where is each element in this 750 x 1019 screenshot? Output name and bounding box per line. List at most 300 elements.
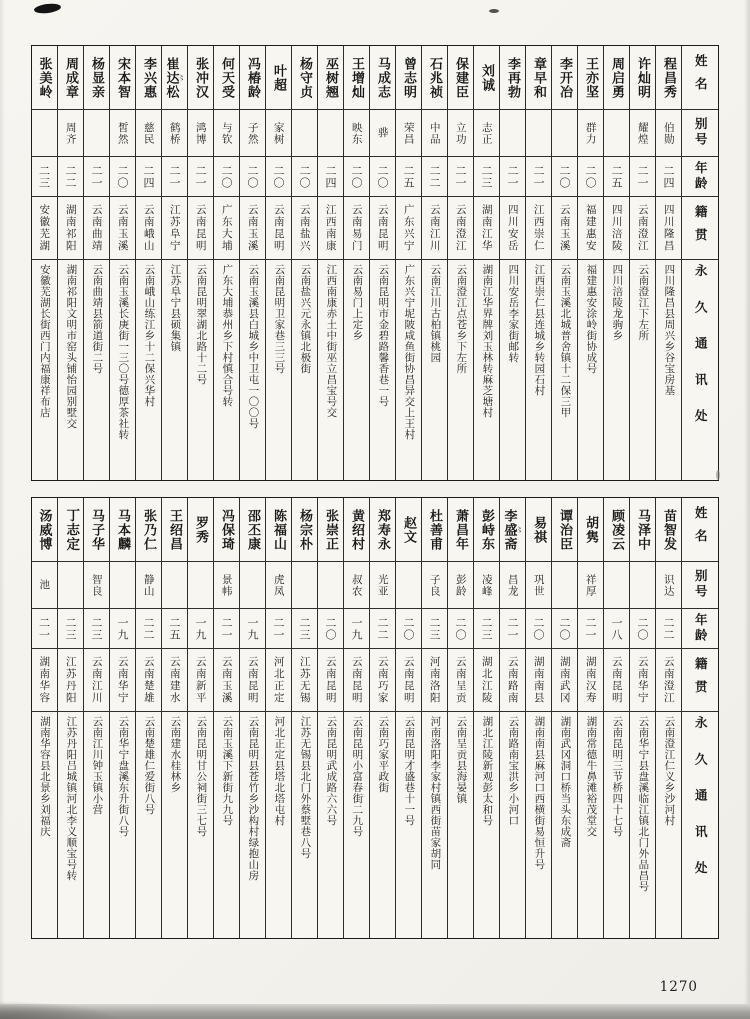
name-cell-text: 李盛斋	[501, 508, 517, 551]
age-cell-text: 二〇	[324, 616, 337, 641]
address-cell-text: 云南昆明市金碧路馨香巷一号	[377, 264, 390, 407]
address-cell	[344, 712, 369, 938]
address-cell	[162, 260, 187, 480]
native-place-cell-text: 云南澄江	[636, 204, 649, 252]
native-place-cell	[552, 197, 577, 260]
native-place-cell-text: 湖南南县	[532, 656, 545, 704]
age-cell-text: 二三	[480, 164, 493, 189]
address-cell-text: 云南昆明三节桥四十七号	[611, 716, 624, 837]
name-note-mark: 〻	[515, 526, 524, 533]
name-cell-text: 陈福山	[271, 508, 286, 551]
age-cell	[188, 157, 213, 197]
person-column	[421, 498, 447, 938]
age-cell	[58, 157, 83, 197]
address-cell-text: 云南昆明才盛巷十一号	[403, 716, 416, 826]
address-cell	[448, 712, 473, 938]
alias-cell	[396, 110, 421, 157]
person-column	[343, 46, 369, 480]
scan-edge-smudge	[0, 1001, 120, 1019]
address-cell-text: 安徽芜湖长街西门内福康祥布店	[38, 264, 51, 418]
age-cell-text: 二四	[142, 164, 155, 189]
native-place-cell-text: 云南呈贡	[454, 656, 467, 704]
address-cell-text: 云南昆明甘公祠街三七号	[195, 716, 208, 837]
age-cell	[526, 609, 551, 649]
header-alias-cell	[682, 110, 718, 157]
address-cell-text: 湖南南县麻河口西横街易恒升号	[533, 716, 546, 870]
alias-cell-text: 巩世	[532, 573, 545, 597]
age-cell	[526, 157, 551, 197]
native-place-cell	[84, 649, 109, 712]
person-column	[109, 498, 135, 938]
native-place-cell-text: 云南昆明	[350, 656, 363, 704]
alias-cell-text: 鸿博	[194, 121, 207, 145]
native-place-cell	[266, 649, 291, 712]
age-cell	[370, 609, 395, 649]
age-cell	[448, 609, 473, 649]
header-address-label: 永久通讯处	[693, 264, 709, 446]
address-cell-text: 云南路南宝洪乡小河口	[507, 716, 520, 826]
alias-cell	[292, 110, 317, 157]
name-cell	[552, 46, 577, 110]
address-cell-text: 云南江川钟玉镇小营	[91, 716, 104, 815]
name-cell	[604, 46, 629, 110]
age-cell-text: 二一	[90, 164, 103, 189]
native-place-cell	[578, 197, 603, 260]
alias-cell	[84, 110, 109, 157]
name-cell-text: 冯保琦	[219, 508, 234, 551]
native-place-cell	[448, 197, 473, 260]
name-cell-text: 马子华	[89, 508, 104, 551]
age-cell-text: 二〇	[116, 164, 129, 189]
native-place-cell	[630, 197, 655, 260]
age-cell	[136, 609, 161, 649]
alias-cell	[318, 110, 343, 157]
native-place-cell-text: 云南澄江	[662, 656, 675, 704]
alias-cell-text: 虎凤	[272, 573, 285, 597]
age-cell-text: 二〇	[220, 164, 233, 189]
age-cell	[58, 609, 83, 649]
person-column	[525, 46, 551, 480]
age-cell-text: 二五	[168, 616, 181, 641]
age-cell-text: 一八	[610, 616, 623, 641]
name-cell-text: 罗秀	[193, 515, 208, 544]
native-place-cell-text: 云南盐兴	[298, 204, 311, 252]
native-place-cell	[370, 197, 395, 260]
person-column	[135, 498, 161, 938]
person-column	[239, 498, 265, 938]
name-cell-text: 程昌秀	[661, 56, 676, 99]
name-cell	[370, 498, 395, 562]
name-cell-text: 冯椿龄	[245, 56, 260, 99]
address-cell	[162, 712, 187, 938]
alias-cell-text: 景帏	[220, 573, 233, 597]
person-column	[161, 498, 187, 938]
scan-artifact-speck	[716, 470, 720, 480]
native-place-cell-text: 湖南武冈	[558, 656, 571, 704]
native-place-cell	[422, 197, 447, 260]
name-cell	[344, 498, 369, 562]
address-cell-text: 广东大埔恭州乡下村慎合号转	[221, 264, 234, 407]
alias-cell-text: 慈民	[142, 121, 155, 145]
header-column	[681, 498, 718, 938]
header-address-label: 永久通讯处	[693, 716, 709, 898]
header-native-label: 籍贯	[693, 656, 709, 704]
alias-cell	[188, 110, 213, 157]
address-cell-text: 云南澄江点苍乡下左所	[455, 264, 468, 374]
name-cell-text: 李兴惠	[141, 56, 156, 99]
address-cell	[214, 712, 239, 938]
name-cell	[266, 498, 291, 562]
name-cell	[500, 46, 525, 110]
address-cell	[630, 712, 655, 938]
name-cell	[136, 498, 161, 562]
age-cell-text: 二〇	[246, 164, 259, 189]
person-column	[109, 46, 135, 480]
address-cell	[422, 260, 447, 480]
native-place-cell-text: 湖南华容	[38, 656, 51, 704]
alias-cell-text: 光亚	[376, 573, 389, 597]
age-cell	[552, 157, 577, 197]
age-cell-text: 二一	[532, 164, 545, 189]
age-cell	[292, 609, 317, 649]
alias-cell	[266, 562, 291, 609]
header-name-label: 姓名	[693, 54, 709, 101]
scan-edge-left	[0, 0, 5, 1019]
person-column	[629, 46, 655, 480]
address-cell-text: 湖南华容县北景乡刘福庆	[38, 716, 51, 837]
address-cell-text: 河南洛阳李家村镇西街苗家胡同	[429, 716, 442, 870]
name-cell	[84, 498, 109, 562]
age-cell	[344, 609, 369, 649]
alias-cell-text: 皙然	[116, 121, 129, 145]
name-cell	[370, 46, 395, 110]
native-place-cell	[500, 197, 525, 260]
native-place-cell-text: 云南玉溪	[558, 204, 571, 252]
name-cell	[604, 498, 629, 562]
name-cell-text: 周启勇	[609, 56, 624, 99]
address-cell	[370, 260, 395, 480]
address-cell-text: 云南峨山练江乡十二保兴华村	[143, 264, 156, 407]
person-column	[499, 498, 525, 938]
native-place-cell	[344, 649, 369, 712]
address-cell-text: 云南华宁县盘溪临江镇北门外品昌号	[637, 716, 650, 892]
address-cell	[292, 712, 317, 938]
age-cell-text: 二一	[168, 164, 181, 189]
alias-cell-text: 识达	[662, 573, 675, 597]
native-place-cell-text: 江苏丹阳	[64, 656, 77, 704]
alias-cell	[422, 110, 447, 157]
age-cell-text: 二二	[376, 616, 389, 641]
name-cell-text: 马成志	[375, 56, 390, 99]
name-cell	[110, 498, 135, 562]
name-cell	[630, 46, 655, 110]
name-cell	[292, 46, 317, 110]
native-place-cell-text: 云南澄江	[454, 204, 467, 252]
native-place-cell	[604, 649, 629, 712]
address-cell	[474, 260, 499, 480]
age-cell-text: 二〇	[376, 164, 389, 189]
address-cell	[552, 260, 577, 480]
address-cell	[500, 712, 525, 938]
alias-cell	[31, 110, 57, 157]
native-place-cell	[422, 649, 447, 712]
native-place-cell	[84, 197, 109, 260]
native-place-cell-text: 云南昆明	[376, 204, 389, 252]
age-cell	[578, 157, 603, 197]
name-cell	[188, 498, 213, 562]
age-cell	[162, 609, 187, 649]
alias-cell-text: 智良	[90, 573, 103, 597]
person-column	[135, 46, 161, 480]
address-cell-text: 云南呈贡县海晏镇	[455, 716, 468, 804]
alias-cell	[474, 562, 499, 609]
name-cell	[214, 46, 239, 110]
person-column	[447, 46, 473, 480]
name-cell	[630, 498, 655, 562]
alias-cell-text: 鹤桥	[168, 121, 181, 145]
native-place-cell-text: 广东大埔	[220, 204, 233, 252]
person-column	[239, 46, 265, 480]
alias-cell-text: 彭龄	[454, 573, 467, 597]
alias-cell-text: 志正	[480, 121, 493, 145]
name-cell-text: 汤威博	[36, 508, 52, 551]
address-cell-text: 湖北江陵新观彭太和号	[481, 716, 494, 826]
native-place-cell-text: 云南昆明	[402, 656, 415, 704]
alias-cell	[318, 562, 343, 609]
person-column	[317, 498, 343, 938]
age-cell	[474, 157, 499, 197]
native-place-cell-text: 云南峨山	[142, 204, 155, 252]
native-place-cell	[110, 197, 135, 260]
roster-table-bottom	[31, 497, 719, 939]
age-cell-text: 二三	[428, 616, 441, 641]
native-place-cell-text: 江苏阜宁	[168, 204, 181, 252]
native-place-cell-text: 河北正定	[272, 656, 285, 704]
address-cell-text: 河北正定县塔北塔屯村	[273, 716, 286, 826]
name-cell	[58, 46, 83, 110]
address-cell-text: 江西南康赤土中街巫立昌宝号交	[325, 264, 338, 418]
name-cell-text: 邵丕康	[245, 508, 260, 551]
age-cell-text: 二一	[584, 616, 597, 641]
address-cell	[474, 712, 499, 938]
header-alias-label: 别号	[693, 569, 709, 601]
name-cell-text: 曾志明	[401, 56, 416, 99]
header-name-label: 姓名	[693, 506, 709, 553]
age-cell	[422, 157, 447, 197]
name-cell-text: 许灿明	[635, 56, 650, 99]
age-cell	[214, 157, 239, 197]
address-cell-text: 福建惠安涂岭街协成号	[585, 264, 598, 374]
age-cell	[240, 609, 265, 649]
alias-cell-text: 子然	[246, 121, 259, 145]
age-cell-text: 二一	[454, 164, 467, 189]
native-place-cell-text: 云南昆明	[246, 656, 259, 704]
alias-cell	[474, 110, 499, 157]
address-cell	[500, 260, 525, 480]
address-cell	[214, 260, 239, 480]
alias-cell-text: 骅	[376, 127, 389, 139]
name-cell-text: 顾凌云	[609, 508, 624, 551]
name-cell-text: 马本麟	[115, 508, 130, 551]
person-column	[57, 46, 83, 480]
age-cell-text: 二〇	[298, 164, 311, 189]
name-cell	[292, 498, 317, 562]
address-cell	[448, 260, 473, 480]
age-cell-text: 二〇	[350, 164, 363, 189]
header-alias-label: 别号	[693, 117, 709, 149]
person-column	[629, 498, 655, 938]
name-cell	[214, 498, 239, 562]
native-place-cell-text: 云南路南	[506, 656, 519, 704]
alias-cell	[240, 110, 265, 157]
alias-cell	[136, 110, 161, 157]
person-column	[83, 498, 109, 938]
age-cell	[422, 609, 447, 649]
age-cell	[240, 157, 265, 197]
header-name-cell	[682, 46, 718, 110]
address-cell-text: 云南建水桂林乡	[169, 716, 182, 793]
name-cell	[396, 46, 421, 110]
person-column	[31, 498, 57, 938]
person-column	[343, 498, 369, 938]
address-cell-text: 湖南常德牛鼻滩裕茂堂交	[585, 716, 598, 837]
native-place-cell	[526, 649, 551, 712]
address-cell	[31, 712, 57, 938]
name-cell-text: 杨显亲	[89, 56, 104, 99]
alias-cell	[448, 110, 473, 157]
name-cell	[526, 46, 551, 110]
name-cell-text: 宋本智	[115, 56, 130, 99]
name-cell-text: 张崇正	[323, 508, 338, 551]
alias-cell-text: 祥厚	[584, 573, 597, 597]
header-name-cell	[682, 498, 718, 562]
alias-cell-text: 凌峰	[480, 573, 493, 597]
address-cell-text: 云南曲靖县箭道街二号	[91, 264, 104, 374]
address-cell	[292, 260, 317, 480]
name-cell	[344, 46, 369, 110]
native-place-cell-text: 云南建水	[168, 656, 181, 704]
name-cell-text: 胡隽	[583, 515, 598, 544]
address-cell	[188, 260, 213, 480]
age-cell-text: 一九	[246, 616, 259, 641]
address-cell-text: 云南玉溪北城普舍镇十二保三甲	[559, 264, 572, 418]
native-place-cell	[318, 649, 343, 712]
name-cell	[162, 498, 187, 562]
alias-cell-text: 群力	[584, 121, 597, 145]
native-place-cell-text: 云南新平	[194, 656, 207, 704]
alias-cell	[526, 110, 551, 157]
age-cell	[656, 157, 681, 197]
alias-cell-text: 与钦	[220, 121, 233, 145]
alias-cell	[31, 562, 57, 609]
alias-cell	[344, 562, 369, 609]
native-place-cell-text: 云南昆明	[324, 656, 337, 704]
person-column	[525, 498, 551, 938]
alias-cell-text: 子良	[428, 573, 441, 597]
name-cell-text: 杨宗朴	[297, 508, 312, 551]
native-place-cell	[578, 649, 603, 712]
name-cell	[162, 46, 187, 110]
native-place-cell	[604, 197, 629, 260]
address-cell	[344, 260, 369, 480]
name-cell-text: 李再勃	[505, 56, 520, 99]
age-cell	[31, 609, 57, 649]
name-cell-text: 石兆祯	[427, 56, 442, 99]
address-cell-text: 江西崇仁县连城乡转园石村	[533, 264, 546, 396]
name-cell-text: 叶超	[271, 63, 286, 92]
name-cell-text: 杜善甫	[427, 508, 442, 551]
header-column	[681, 46, 718, 480]
address-cell-text: 云南昆明县苍竹乡沙构村绿抱山房	[247, 716, 260, 881]
header-address-cell	[682, 712, 718, 938]
native-place-cell-text: 湖南祁阳	[64, 204, 77, 252]
age-cell-text: 二一	[636, 164, 649, 189]
alias-cell-text: 静山	[142, 573, 155, 597]
age-cell	[84, 609, 109, 649]
alias-cell-text: 伯勋	[662, 121, 675, 145]
header-age-cell	[682, 157, 718, 197]
alias-cell	[110, 110, 135, 157]
alias-cell	[370, 562, 395, 609]
address-cell-text: 四川涪陵龙驹乡	[611, 264, 624, 341]
native-place-cell	[656, 649, 681, 712]
alias-cell	[344, 110, 369, 157]
name-cell-text: 王亦坚	[583, 56, 598, 99]
native-place-cell-text: 云南巧家	[376, 656, 389, 704]
age-cell-text: 二二	[64, 164, 77, 189]
name-cell	[396, 498, 421, 562]
name-cell-text: 谭治臣	[557, 508, 572, 551]
native-place-cell	[31, 649, 57, 712]
address-cell	[630, 260, 655, 480]
address-cell-text: 云南易门上定乡	[351, 264, 364, 341]
address-cell	[240, 260, 265, 480]
alias-cell	[188, 562, 213, 609]
native-place-cell-text: 云南玉溪	[220, 656, 233, 704]
alias-cell	[448, 562, 473, 609]
name-cell-text: 黄绍村	[349, 508, 364, 551]
native-place-cell-text: 安徽芜湖	[38, 204, 51, 252]
address-cell-text: 湖南江华界牌刘玉林转麻芝塘村	[481, 264, 494, 418]
name-cell-text: 保建臣	[453, 56, 468, 99]
header-age-cell	[682, 609, 718, 649]
native-place-cell	[396, 649, 421, 712]
native-place-cell	[370, 649, 395, 712]
name-cell-text: 周成章	[63, 56, 78, 99]
alias-cell	[578, 562, 603, 609]
alias-cell-text: 荣昌	[402, 121, 415, 145]
age-cell-text: 一九	[116, 616, 129, 641]
age-cell	[500, 157, 525, 197]
age-cell	[318, 157, 343, 197]
roster-table-top	[31, 45, 719, 481]
alias-cell	[500, 562, 525, 609]
person-column	[655, 498, 681, 938]
native-place-cell	[136, 649, 161, 712]
scan-artifact-speck	[489, 9, 499, 13]
person-column	[473, 46, 499, 480]
native-place-cell	[110, 649, 135, 712]
native-place-cell-text: 湖北江陵	[480, 656, 493, 704]
name-cell	[31, 498, 57, 562]
age-cell	[110, 609, 135, 649]
address-cell	[136, 260, 161, 480]
address-cell-text: 广东兴宁坭陂咸鱼街协昌异交上王村	[403, 264, 416, 440]
native-place-cell-text: 云南玉溪	[116, 204, 129, 252]
age-cell-text: 二〇	[402, 616, 415, 641]
age-cell-text: 二一	[272, 616, 285, 641]
native-place-cell	[240, 197, 265, 260]
